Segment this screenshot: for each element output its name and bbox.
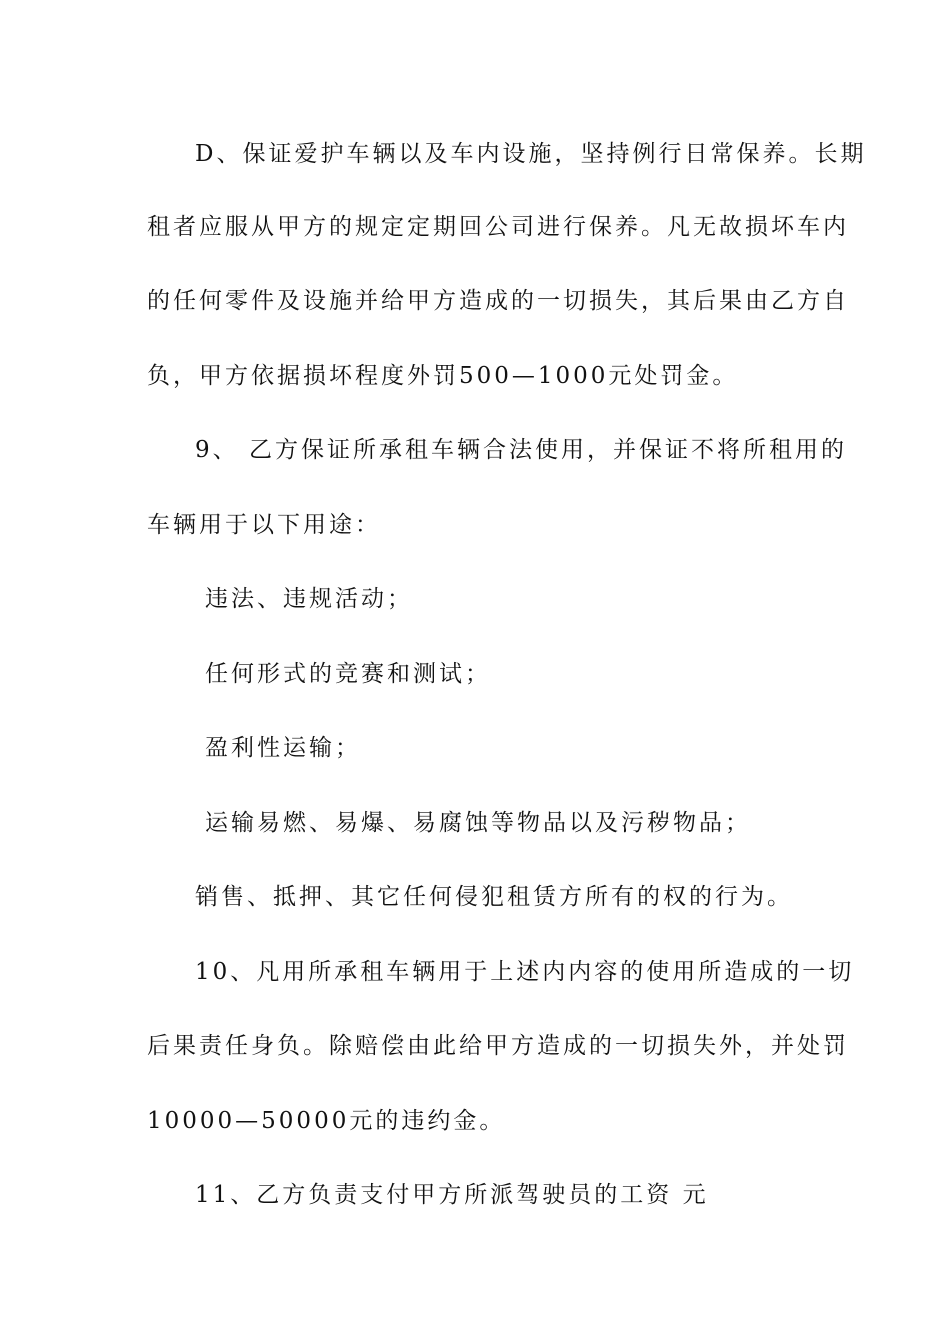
clause-10-line-2: 后果责任身负。除赔偿由此给甲方造成的一切损失外，并处罚 [147,1033,849,1059]
paragraph-d-line-1: D、保证爱护车辆以及车内设施，坚持例行日常保养。长期 [195,141,867,167]
paragraph-d-line-4: 负，甲方依据损坏程度外罚500—1000元处罚金。 [147,363,739,389]
usage-item-3: 盈利性运输； [205,735,361,761]
usage-item-2: 任何形式的竞赛和测试； [205,661,491,687]
usage-item-5: 销售、抵押、其它任何侵犯租赁方所有的权的行为。 [195,884,793,910]
clause-10-line-3: 10000—50000元的违约金。 [147,1108,506,1134]
paragraph-d-line-2: 租者应服从甲方的规定定期回公司进行保养。凡无故损坏车内 [147,214,849,240]
clause-10-line-1: 10、凡用所承租车辆用于上述内内容的使用所造成的一切 [195,959,855,985]
usage-item-4: 运输易燃、易爆、易腐蚀等物品以及污秽物品； [205,810,751,836]
clause-9-line-2: 车辆用于以下用途： [147,512,381,538]
clause-11-line-1: 11、乙方负责支付甲方所派驾驶员的工资 元 [195,1182,709,1208]
usage-item-1: 违法、违规活动； [205,586,413,612]
paragraph-d-line-3: 的任何零件及设施并给甲方造成的一切损失，其后果由乙方自 [147,288,849,314]
clause-9-line-1: 9、 乙方保证所承租车辆合法使用，并保证不将所租用的 [195,437,847,463]
